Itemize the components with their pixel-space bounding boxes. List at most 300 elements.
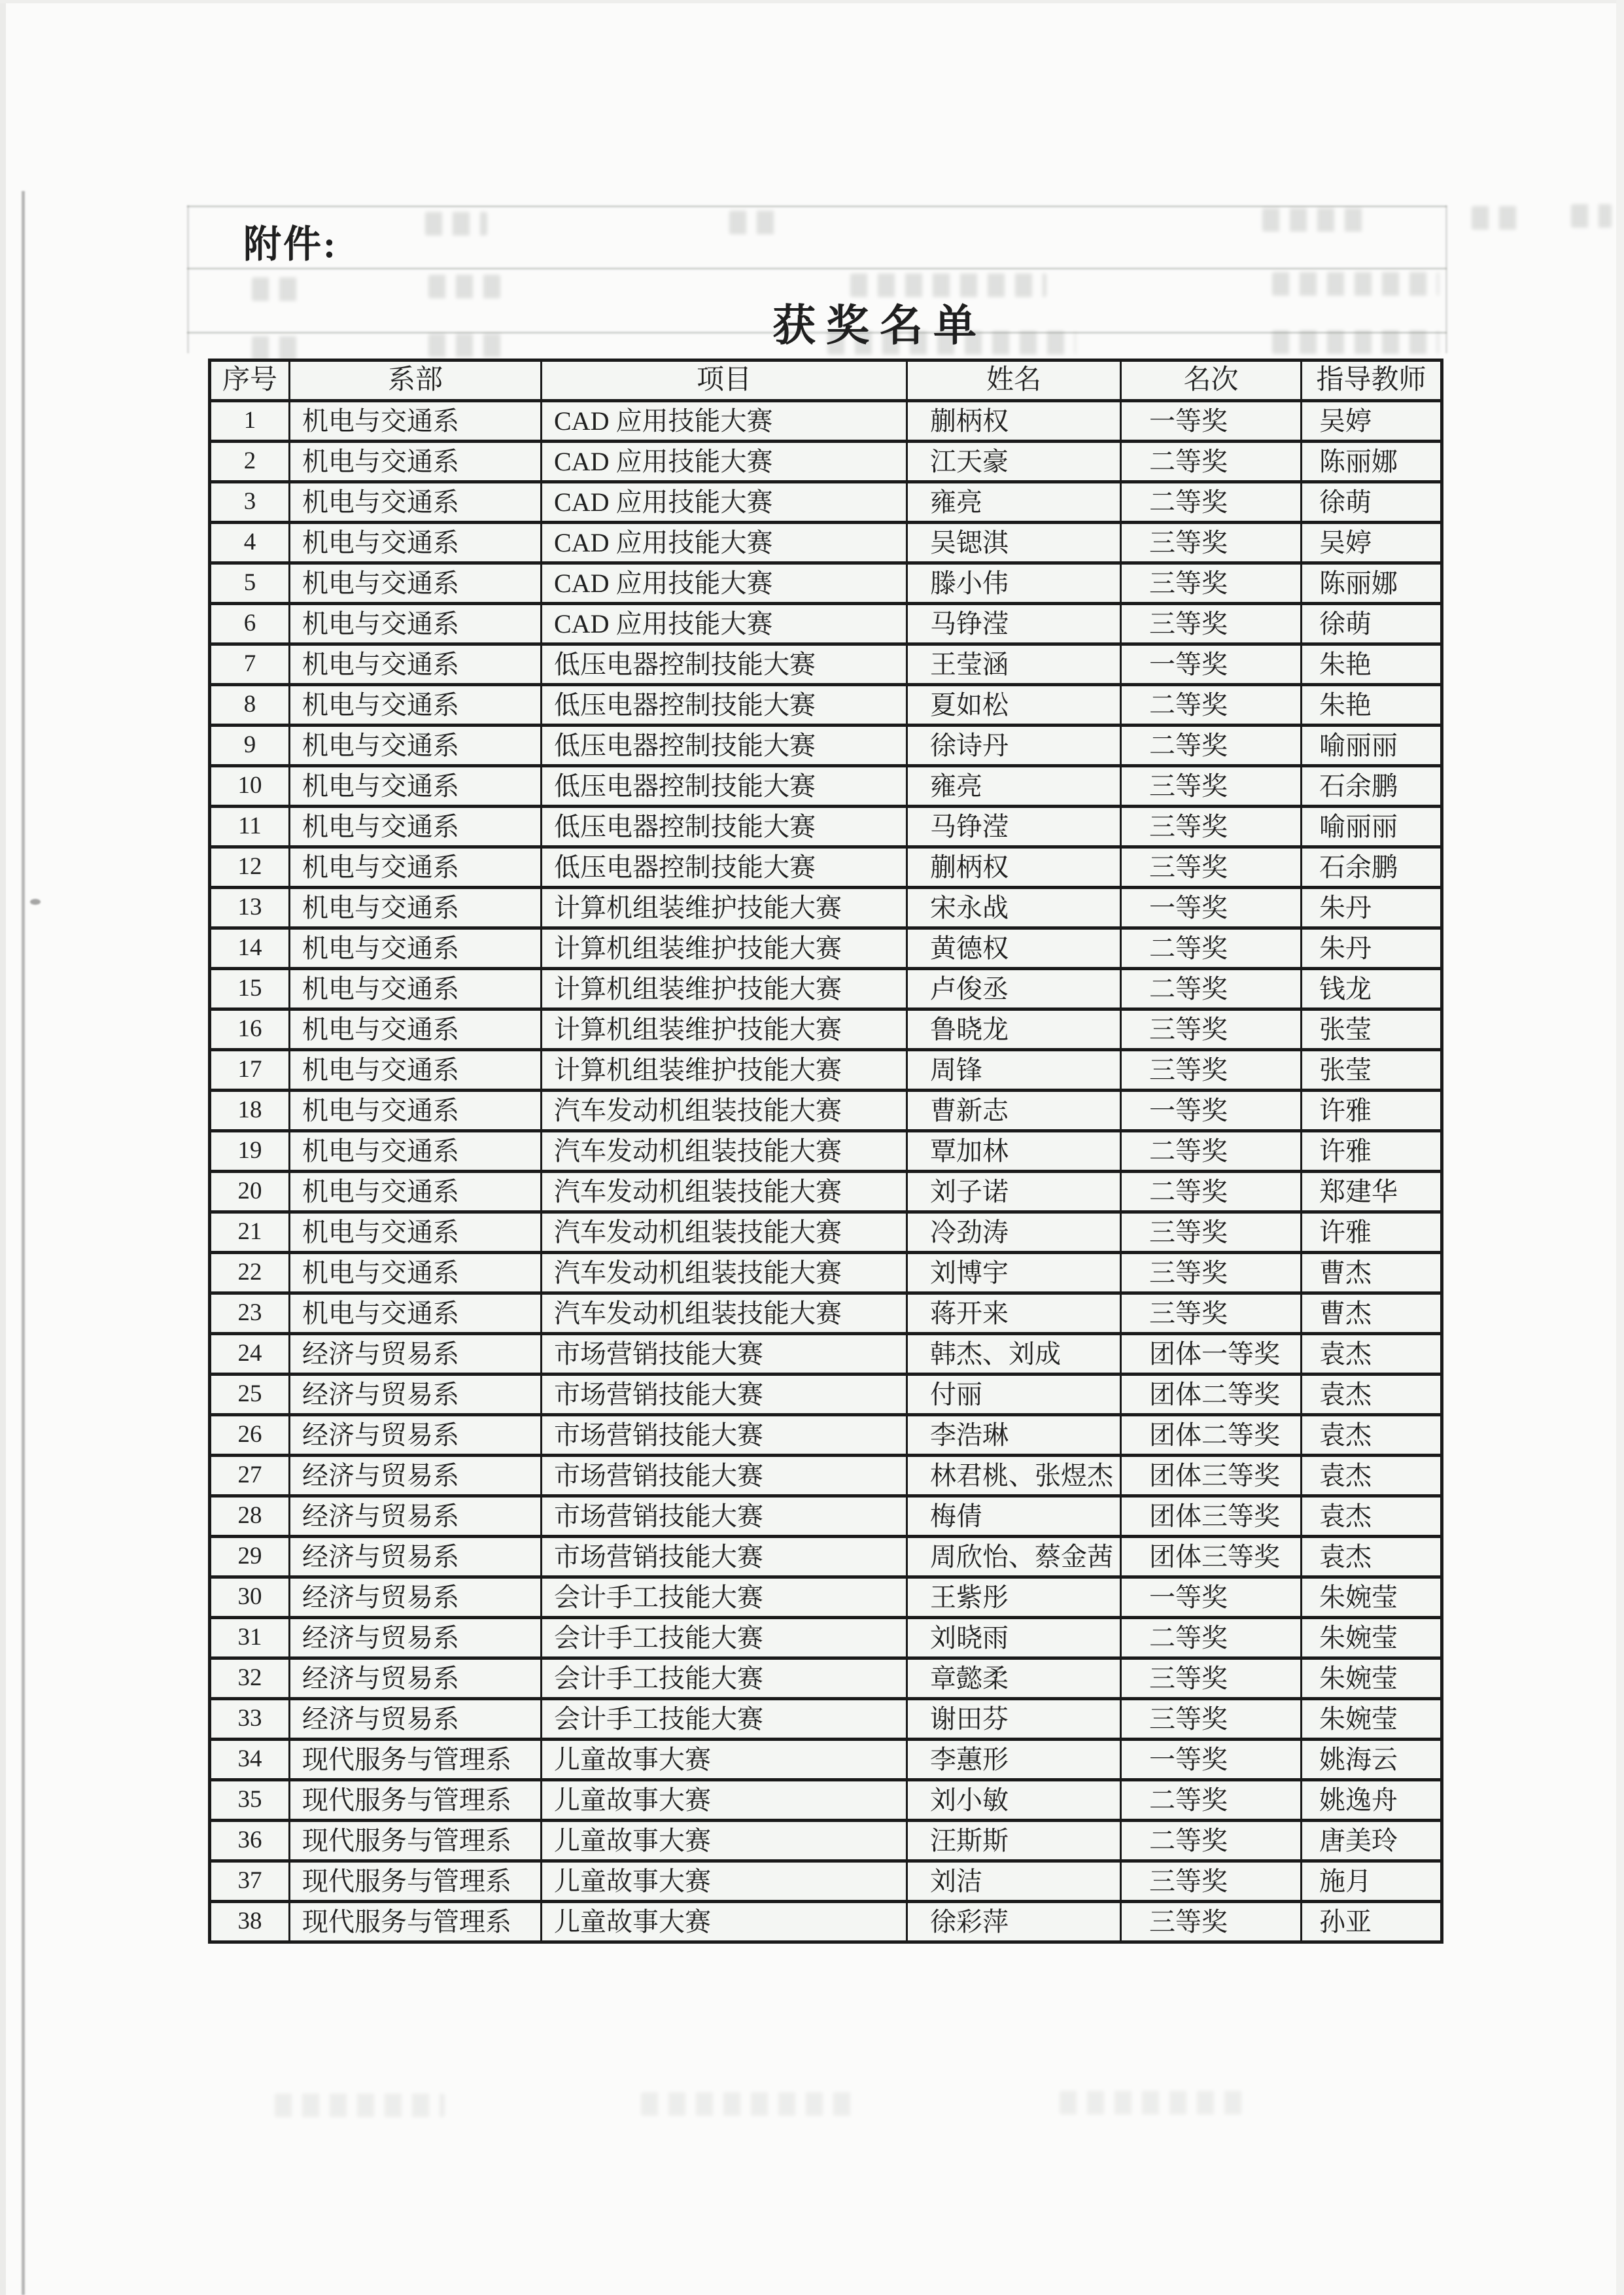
cell-teacher: 姚海云 bbox=[1302, 1740, 1442, 1780]
table-row bbox=[210, 1293, 1442, 1334]
table-row bbox=[210, 726, 1442, 766]
cell-rank: 团体二等奖 bbox=[1121, 1415, 1302, 1456]
cell-rank: 二等奖 bbox=[1121, 1780, 1302, 1821]
cell-rank: 一等奖 bbox=[1121, 401, 1302, 442]
table-row bbox=[210, 685, 1442, 726]
cell-index: 37 bbox=[210, 1861, 290, 1902]
cell-rank: 三等奖 bbox=[1121, 523, 1302, 563]
cell-index: 17 bbox=[210, 1050, 290, 1091]
cell-department: 机电与交通系 bbox=[290, 1009, 542, 1050]
table-body bbox=[210, 401, 1442, 1942]
cell-department: 机电与交通系 bbox=[290, 685, 542, 726]
cell-department: 机电与交通系 bbox=[290, 604, 542, 644]
cell-name: 周欣怡、蔡金茜 bbox=[907, 1537, 1121, 1577]
cell-index: 12 bbox=[210, 847, 290, 888]
cell-name: 夏如松 bbox=[907, 685, 1121, 726]
cell-teacher: 陈丽娜 bbox=[1302, 563, 1442, 604]
cell-project: 市场营销技能大赛 bbox=[542, 1415, 907, 1456]
cell-rank: 二等奖 bbox=[1121, 1618, 1302, 1658]
cell-name: 吴锶淇 bbox=[907, 523, 1121, 563]
cell-department: 经济与贸易系 bbox=[290, 1699, 542, 1740]
cell-index: 33 bbox=[210, 1699, 290, 1740]
cell-index: 29 bbox=[210, 1537, 290, 1577]
cell-rank: 三等奖 bbox=[1121, 1861, 1302, 1902]
table-row bbox=[210, 1821, 1442, 1861]
cell-project: 低压电器控制技能大赛 bbox=[542, 685, 907, 726]
cell-name: 江天豪 bbox=[907, 442, 1121, 482]
ghost-text-blob bbox=[1262, 208, 1370, 232]
cell-index: 14 bbox=[210, 928, 290, 969]
cell-teacher: 石余鹏 bbox=[1302, 766, 1442, 807]
cell-project: 低压电器控制技能大赛 bbox=[542, 847, 907, 888]
header-department: 系部 bbox=[290, 360, 542, 401]
ghost-text-blob bbox=[641, 2092, 857, 2116]
cell-index: 18 bbox=[210, 1091, 290, 1131]
table-row bbox=[210, 1415, 1442, 1456]
cell-index: 3 bbox=[210, 482, 290, 523]
cell-project: 计算机组装维护技能大赛 bbox=[542, 928, 907, 969]
table-row bbox=[210, 442, 1442, 482]
cell-index: 23 bbox=[210, 1293, 290, 1334]
cell-name: 马铮滢 bbox=[907, 604, 1121, 644]
cell-department: 机电与交通系 bbox=[290, 807, 542, 847]
cell-department: 现代服务与管理系 bbox=[290, 1861, 542, 1902]
cell-name: 李浩琳 bbox=[907, 1415, 1121, 1456]
cell-rank: 团体三等奖 bbox=[1121, 1537, 1302, 1577]
cell-index: 38 bbox=[210, 1902, 290, 1942]
cell-index: 34 bbox=[210, 1740, 290, 1780]
cell-project: 汽车发动机组装技能大赛 bbox=[542, 1293, 907, 1334]
cell-index: 13 bbox=[210, 888, 290, 928]
cell-index: 20 bbox=[210, 1172, 290, 1212]
scan-line-left bbox=[22, 191, 25, 2295]
cell-name: 韩杰、刘成 bbox=[907, 1334, 1121, 1375]
cell-teacher: 朱婉莹 bbox=[1302, 1618, 1442, 1658]
table-row bbox=[210, 482, 1442, 523]
cell-project: 低压电器控制技能大赛 bbox=[542, 807, 907, 847]
header-teacher: 指导教师 bbox=[1302, 360, 1442, 401]
cell-rank: 三等奖 bbox=[1121, 847, 1302, 888]
cell-department: 机电与交通系 bbox=[290, 1050, 542, 1091]
cell-rank: 二等奖 bbox=[1121, 726, 1302, 766]
table-row bbox=[210, 644, 1442, 685]
cell-rank: 二等奖 bbox=[1121, 1131, 1302, 1172]
cell-name: 刘晓雨 bbox=[907, 1618, 1121, 1658]
cell-name: 鲁晓龙 bbox=[907, 1009, 1121, 1050]
ghost-text-blob bbox=[1571, 204, 1612, 228]
cell-department: 经济与贸易系 bbox=[290, 1537, 542, 1577]
table-row bbox=[210, 1172, 1442, 1212]
cell-teacher: 朱婉莹 bbox=[1302, 1577, 1442, 1618]
award-table bbox=[208, 359, 1443, 1944]
cell-index: 24 bbox=[210, 1334, 290, 1375]
cell-index: 30 bbox=[210, 1577, 290, 1618]
ghost-text-blob bbox=[252, 277, 301, 301]
cell-project: 低压电器控制技能大赛 bbox=[542, 766, 907, 807]
attachment-label: 附件: bbox=[243, 223, 338, 266]
cell-name: 李蕙形 bbox=[907, 1740, 1121, 1780]
cell-index: 2 bbox=[210, 442, 290, 482]
cell-department: 经济与贸易系 bbox=[290, 1577, 542, 1618]
cell-department: 机电与交通系 bbox=[290, 1253, 542, 1293]
cell-rank: 二等奖 bbox=[1121, 482, 1302, 523]
cell-name: 蒋开来 bbox=[907, 1293, 1121, 1334]
cell-project: 计算机组装维护技能大赛 bbox=[542, 1009, 907, 1050]
cell-department: 机电与交通系 bbox=[290, 766, 542, 807]
cell-index: 32 bbox=[210, 1658, 290, 1699]
cell-department: 经济与贸易系 bbox=[290, 1375, 542, 1415]
cell-rank: 团体三等奖 bbox=[1121, 1496, 1302, 1537]
cell-teacher: 郑建华 bbox=[1302, 1172, 1442, 1212]
ghost-text-blob bbox=[275, 2094, 445, 2117]
cell-project: 儿童故事大赛 bbox=[542, 1740, 907, 1780]
cell-project: 汽车发动机组装技能大赛 bbox=[542, 1253, 907, 1293]
header-index: 序号 bbox=[210, 360, 290, 401]
cell-index: 21 bbox=[210, 1212, 290, 1253]
table-header-row bbox=[210, 360, 1442, 401]
cell-name: 马铮滢 bbox=[907, 807, 1121, 847]
cell-project: CAD 应用技能大赛 bbox=[542, 482, 907, 523]
cell-rank: 三等奖 bbox=[1121, 1658, 1302, 1699]
cell-department: 机电与交通系 bbox=[290, 523, 542, 563]
cell-name: 冷劲涛 bbox=[907, 1212, 1121, 1253]
cell-rank: 三等奖 bbox=[1121, 1293, 1302, 1334]
table-row bbox=[210, 1131, 1442, 1172]
cell-project: 低压电器控制技能大赛 bbox=[542, 726, 907, 766]
cell-index: 25 bbox=[210, 1375, 290, 1415]
cell-department: 经济与贸易系 bbox=[290, 1658, 542, 1699]
cell-name: 王莹涵 bbox=[907, 644, 1121, 685]
cell-teacher: 许雅 bbox=[1302, 1091, 1442, 1131]
cell-name: 覃加林 bbox=[907, 1131, 1121, 1172]
cell-name: 曹新志 bbox=[907, 1091, 1121, 1131]
cell-rank: 一等奖 bbox=[1121, 1740, 1302, 1780]
cell-project: CAD 应用技能大赛 bbox=[542, 604, 907, 644]
table-row bbox=[210, 1009, 1442, 1050]
cell-project: 儿童故事大赛 bbox=[542, 1821, 907, 1861]
cell-project: 汽车发动机组装技能大赛 bbox=[542, 1091, 907, 1131]
cell-teacher: 唐美玲 bbox=[1302, 1821, 1442, 1861]
cell-department: 机电与交通系 bbox=[290, 442, 542, 482]
header-project: 项目 bbox=[542, 360, 907, 401]
table-row bbox=[210, 1496, 1442, 1537]
cell-teacher: 朱丹 bbox=[1302, 888, 1442, 928]
cell-index: 7 bbox=[210, 644, 290, 685]
cell-rank: 一等奖 bbox=[1121, 888, 1302, 928]
cell-index: 35 bbox=[210, 1780, 290, 1821]
table-row bbox=[210, 1780, 1442, 1821]
table-row bbox=[210, 1456, 1442, 1496]
cell-department: 机电与交通系 bbox=[290, 928, 542, 969]
cell-teacher: 袁杰 bbox=[1302, 1496, 1442, 1537]
cell-department: 机电与交通系 bbox=[290, 1131, 542, 1172]
cell-rank: 二等奖 bbox=[1121, 1172, 1302, 1212]
ghost-line-vertical bbox=[1445, 205, 1447, 353]
table-row bbox=[210, 847, 1442, 888]
cell-teacher: 朱艳 bbox=[1302, 685, 1442, 726]
cell-project: 市场营销技能大赛 bbox=[542, 1456, 907, 1496]
table-row bbox=[210, 1740, 1442, 1780]
cell-name: 梅倩 bbox=[907, 1496, 1121, 1537]
cell-name: 刘洁 bbox=[907, 1861, 1121, 1902]
table-row bbox=[210, 1902, 1442, 1942]
table-row bbox=[210, 888, 1442, 928]
cell-teacher: 吴婷 bbox=[1302, 401, 1442, 442]
ghost-text-blob bbox=[1272, 330, 1439, 354]
cell-index: 19 bbox=[210, 1131, 290, 1172]
cell-teacher: 钱龙 bbox=[1302, 969, 1442, 1009]
cell-rank: 三等奖 bbox=[1121, 604, 1302, 644]
cell-rank: 二等奖 bbox=[1121, 442, 1302, 482]
ghost-text-blob bbox=[1472, 206, 1517, 230]
table-row bbox=[210, 807, 1442, 847]
table-row bbox=[210, 766, 1442, 807]
cell-teacher: 朱艳 bbox=[1302, 644, 1442, 685]
cell-teacher: 张莹 bbox=[1302, 1050, 1442, 1091]
scan-smudge bbox=[30, 899, 41, 905]
cell-department: 机电与交通系 bbox=[290, 888, 542, 928]
cell-project: 汽车发动机组装技能大赛 bbox=[542, 1131, 907, 1172]
cell-department: 机电与交通系 bbox=[290, 1212, 542, 1253]
cell-project: 计算机组装维护技能大赛 bbox=[542, 969, 907, 1009]
cell-rank: 二等奖 bbox=[1121, 928, 1302, 969]
cell-index: 8 bbox=[210, 685, 290, 726]
cell-teacher: 徐萌 bbox=[1302, 604, 1442, 644]
cell-project: CAD 应用技能大赛 bbox=[542, 563, 907, 604]
table-row bbox=[210, 969, 1442, 1009]
cell-rank: 一等奖 bbox=[1121, 1091, 1302, 1131]
cell-teacher: 徐萌 bbox=[1302, 482, 1442, 523]
cell-project: 低压电器控制技能大赛 bbox=[542, 644, 907, 685]
cell-teacher: 姚逸舟 bbox=[1302, 1780, 1442, 1821]
cell-rank: 三等奖 bbox=[1121, 1902, 1302, 1942]
cell-teacher: 喻丽丽 bbox=[1302, 807, 1442, 847]
cell-name: 卢俊丞 bbox=[907, 969, 1121, 1009]
cell-department: 机电与交通系 bbox=[290, 969, 542, 1009]
ghost-text-blob bbox=[428, 275, 500, 298]
cell-rank: 三等奖 bbox=[1121, 766, 1302, 807]
cell-index: 22 bbox=[210, 1253, 290, 1293]
cell-teacher: 张莹 bbox=[1302, 1009, 1442, 1050]
scan-edge-left bbox=[0, 0, 6, 2295]
cell-department: 经济与贸易系 bbox=[290, 1456, 542, 1496]
cell-rank: 三等奖 bbox=[1121, 1253, 1302, 1293]
cell-project: 会计手工技能大赛 bbox=[542, 1618, 907, 1658]
cell-name: 刘小敏 bbox=[907, 1780, 1121, 1821]
cell-project: CAD 应用技能大赛 bbox=[542, 401, 907, 442]
table-row bbox=[210, 1375, 1442, 1415]
cell-project: 会计手工技能大赛 bbox=[542, 1699, 907, 1740]
table-row bbox=[210, 928, 1442, 969]
cell-department: 现代服务与管理系 bbox=[290, 1740, 542, 1780]
cell-teacher: 朱丹 bbox=[1302, 928, 1442, 969]
cell-rank: 二等奖 bbox=[1121, 1821, 1302, 1861]
table-header bbox=[210, 360, 1442, 401]
table-row bbox=[210, 1050, 1442, 1091]
cell-name: 付丽 bbox=[907, 1375, 1121, 1415]
cell-rank: 三等奖 bbox=[1121, 1212, 1302, 1253]
cell-teacher: 石余鹏 bbox=[1302, 847, 1442, 888]
table-row bbox=[210, 1658, 1442, 1699]
cell-name: 王紫彤 bbox=[907, 1577, 1121, 1618]
page-title: 获奖名单 bbox=[772, 302, 987, 350]
cell-department: 经济与贸易系 bbox=[290, 1496, 542, 1537]
cell-department: 机电与交通系 bbox=[290, 1091, 542, 1131]
table-row bbox=[210, 1577, 1442, 1618]
cell-teacher: 袁杰 bbox=[1302, 1537, 1442, 1577]
cell-teacher: 陈丽娜 bbox=[1302, 442, 1442, 482]
cell-name: 雍亮 bbox=[907, 482, 1121, 523]
cell-rank: 二等奖 bbox=[1121, 969, 1302, 1009]
cell-project: 市场营销技能大赛 bbox=[542, 1537, 907, 1577]
cell-teacher: 袁杰 bbox=[1302, 1375, 1442, 1415]
ghost-text-blob bbox=[428, 334, 510, 357]
cell-department: 现代服务与管理系 bbox=[290, 1902, 542, 1942]
cell-name: 滕小伟 bbox=[907, 563, 1121, 604]
cell-project: 计算机组装维护技能大赛 bbox=[542, 888, 907, 928]
ghost-line bbox=[187, 268, 1447, 270]
cell-rank: 三等奖 bbox=[1121, 807, 1302, 847]
cell-project: CAD 应用技能大赛 bbox=[542, 523, 907, 563]
cell-index: 9 bbox=[210, 726, 290, 766]
table-row bbox=[210, 604, 1442, 644]
cell-project: 计算机组装维护技能大赛 bbox=[542, 1050, 907, 1091]
cell-rank: 团体二等奖 bbox=[1121, 1375, 1302, 1415]
cell-name: 黄德权 bbox=[907, 928, 1121, 969]
cell-rank: 团体一等奖 bbox=[1121, 1334, 1302, 1375]
cell-project: 汽车发动机组装技能大赛 bbox=[542, 1172, 907, 1212]
table-row bbox=[210, 1212, 1442, 1253]
cell-index: 26 bbox=[210, 1415, 290, 1456]
cell-name: 徐诗丹 bbox=[907, 726, 1121, 766]
cell-name: 章懿柔 bbox=[907, 1658, 1121, 1699]
cell-department: 现代服务与管理系 bbox=[290, 1821, 542, 1861]
table-row bbox=[210, 1091, 1442, 1131]
cell-teacher: 曹杰 bbox=[1302, 1253, 1442, 1293]
ghost-line bbox=[187, 205, 1447, 207]
cell-index: 36 bbox=[210, 1821, 290, 1861]
table-row bbox=[210, 1334, 1442, 1375]
cell-rank: 三等奖 bbox=[1121, 563, 1302, 604]
cell-project: 汽车发动机组装技能大赛 bbox=[542, 1212, 907, 1253]
cell-index: 5 bbox=[210, 563, 290, 604]
cell-rank: 二等奖 bbox=[1121, 685, 1302, 726]
cell-name: 汪斯斯 bbox=[907, 1821, 1121, 1861]
cell-name: 谢田芬 bbox=[907, 1699, 1121, 1740]
cell-teacher: 袁杰 bbox=[1302, 1334, 1442, 1375]
cell-index: 1 bbox=[210, 401, 290, 442]
table-row bbox=[210, 1537, 1442, 1577]
scan-edge-top bbox=[0, 0, 1624, 3]
cell-project: 市场营销技能大赛 bbox=[542, 1375, 907, 1415]
cell-department: 经济与贸易系 bbox=[290, 1618, 542, 1658]
cell-department: 机电与交通系 bbox=[290, 726, 542, 766]
cell-project: 儿童故事大赛 bbox=[542, 1902, 907, 1942]
table-row bbox=[210, 1618, 1442, 1658]
cell-department: 经济与贸易系 bbox=[290, 1415, 542, 1456]
cell-index: 15 bbox=[210, 969, 290, 1009]
table-row bbox=[210, 1699, 1442, 1740]
scan-edge-right bbox=[1616, 0, 1624, 2295]
cell-department: 现代服务与管理系 bbox=[290, 1780, 542, 1821]
table-row bbox=[210, 523, 1442, 563]
cell-department: 机电与交通系 bbox=[290, 1293, 542, 1334]
cell-name: 徐彩萍 bbox=[907, 1902, 1121, 1942]
cell-index: 31 bbox=[210, 1618, 290, 1658]
cell-teacher: 孙亚 bbox=[1302, 1902, 1442, 1942]
ghost-text-blob bbox=[1272, 272, 1439, 296]
cell-index: 16 bbox=[210, 1009, 290, 1050]
table-row bbox=[210, 401, 1442, 442]
cell-teacher: 袁杰 bbox=[1302, 1415, 1442, 1456]
cell-index: 6 bbox=[210, 604, 290, 644]
cell-teacher: 许雅 bbox=[1302, 1131, 1442, 1172]
cell-index: 28 bbox=[210, 1496, 290, 1537]
cell-project: CAD 应用技能大赛 bbox=[542, 442, 907, 482]
cell-project: 会计手工技能大赛 bbox=[542, 1658, 907, 1699]
ghost-text-blob bbox=[252, 336, 304, 360]
table-row bbox=[210, 563, 1442, 604]
header-name: 姓名 bbox=[907, 360, 1121, 401]
cell-rank: 一等奖 bbox=[1121, 1577, 1302, 1618]
ghost-text-blob bbox=[1060, 2091, 1243, 2114]
cell-name: 蒯柄权 bbox=[907, 847, 1121, 888]
cell-department: 机电与交通系 bbox=[290, 401, 542, 442]
cell-teacher: 许雅 bbox=[1302, 1212, 1442, 1253]
cell-teacher: 施月 bbox=[1302, 1861, 1442, 1902]
cell-project: 市场营销技能大赛 bbox=[542, 1334, 907, 1375]
cell-name: 刘博宇 bbox=[907, 1253, 1121, 1293]
cell-rank: 三等奖 bbox=[1121, 1699, 1302, 1740]
cell-name: 宋永战 bbox=[907, 888, 1121, 928]
cell-rank: 一等奖 bbox=[1121, 644, 1302, 685]
cell-name: 林君桃、张煜杰 bbox=[907, 1456, 1121, 1496]
cell-name: 刘子诺 bbox=[907, 1172, 1121, 1212]
cell-department: 机电与交通系 bbox=[290, 644, 542, 685]
cell-department: 机电与交通系 bbox=[290, 482, 542, 523]
cell-rank: 三等奖 bbox=[1121, 1050, 1302, 1091]
cell-teacher: 吴婷 bbox=[1302, 523, 1442, 563]
ghost-text-blob bbox=[425, 212, 487, 236]
cell-department: 机电与交通系 bbox=[290, 1172, 542, 1212]
cell-project: 儿童故事大赛 bbox=[542, 1780, 907, 1821]
cell-index: 10 bbox=[210, 766, 290, 807]
cell-teacher: 喻丽丽 bbox=[1302, 726, 1442, 766]
header-rank: 名次 bbox=[1121, 360, 1302, 401]
cell-project: 市场营销技能大赛 bbox=[542, 1496, 907, 1537]
cell-rank: 团体三等奖 bbox=[1121, 1456, 1302, 1496]
cell-department: 机电与交通系 bbox=[290, 563, 542, 604]
cell-teacher: 曹杰 bbox=[1302, 1293, 1442, 1334]
cell-name: 周锋 bbox=[907, 1050, 1121, 1091]
cell-teacher: 袁杰 bbox=[1302, 1456, 1442, 1496]
cell-project: 儿童故事大赛 bbox=[542, 1861, 907, 1902]
table-row bbox=[210, 1253, 1442, 1293]
cell-department: 机电与交通系 bbox=[290, 847, 542, 888]
table-row bbox=[210, 1861, 1442, 1902]
cell-index: 27 bbox=[210, 1456, 290, 1496]
cell-name: 雍亮 bbox=[907, 766, 1121, 807]
cell-index: 4 bbox=[210, 523, 290, 563]
cell-name: 蒯柄权 bbox=[907, 401, 1121, 442]
cell-project: 会计手工技能大赛 bbox=[542, 1577, 907, 1618]
cell-index: 11 bbox=[210, 807, 290, 847]
cell-teacher: 朱婉莹 bbox=[1302, 1699, 1442, 1740]
cell-department: 经济与贸易系 bbox=[290, 1334, 542, 1375]
ghost-line-vertical bbox=[187, 205, 189, 353]
ghost-text-blob bbox=[729, 211, 782, 234]
cell-teacher: 朱婉莹 bbox=[1302, 1658, 1442, 1699]
